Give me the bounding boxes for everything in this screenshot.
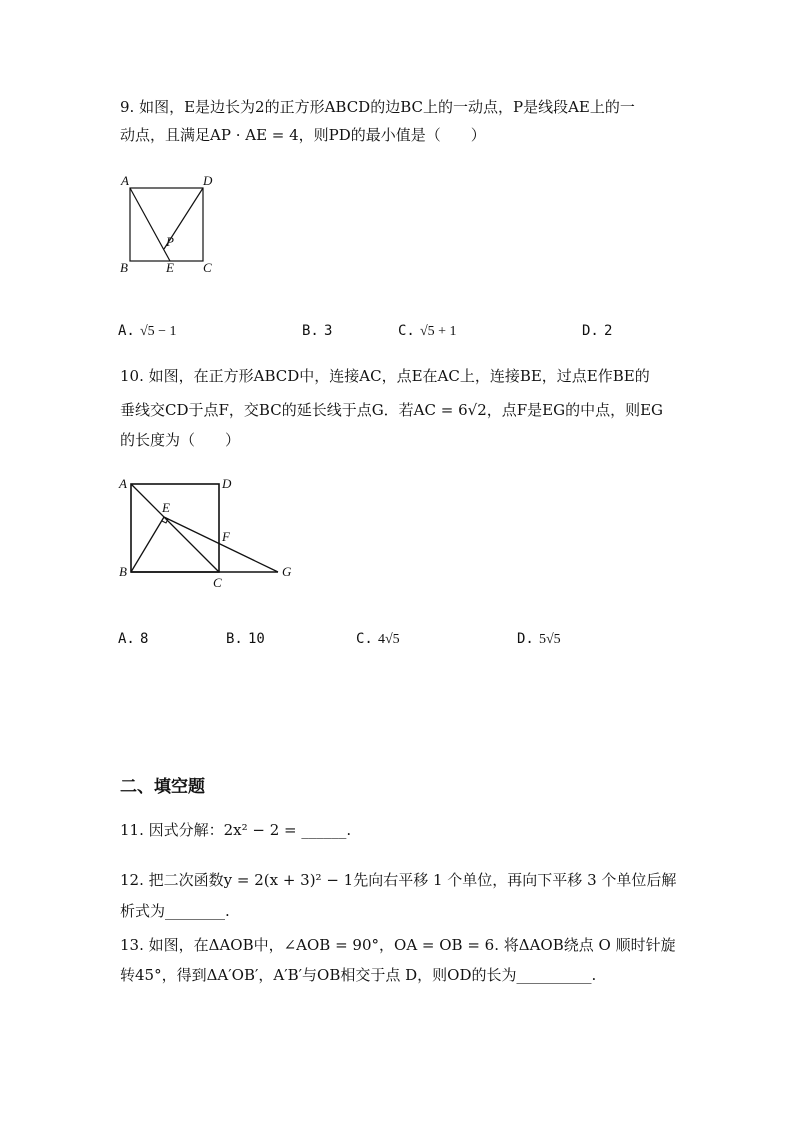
- section-title: 二、填空题: [120, 777, 205, 797]
- q10-option-d-value: 5√5: [538, 632, 561, 647]
- q10-option-a-letter: A.: [118, 631, 135, 647]
- q10-option-d: [517, 628, 561, 648]
- q10-label-e: E: [162, 500, 170, 515]
- q9-option-c: [398, 320, 457, 340]
- q9-line-2: 动点，且满足AP · AE = 4，则PD的最小值是（ ）: [120, 126, 486, 144]
- q9-option-b: [302, 320, 332, 339]
- q9-figure: [115, 168, 225, 278]
- q10-figure: [112, 470, 302, 590]
- q10-line-3: 的长度为（ ）: [120, 431, 241, 449]
- q9-option-c-value: √5 + 1: [419, 324, 457, 339]
- q9-label-a: A: [121, 173, 129, 188]
- q10-segment-be: [131, 517, 164, 572]
- q9-option-a-value: √5 − 1: [139, 324, 177, 339]
- q9-option-b-letter: B.: [302, 323, 319, 339]
- q10-label-a: A: [119, 476, 127, 491]
- q9-label-e: E: [166, 260, 174, 275]
- q10-line-1: 10. 如图，在正方形ABCD中，连接AC，点E在AC上，连接BE，过点E作BE的: [120, 367, 650, 385]
- q10-segment-eg: [164, 517, 278, 572]
- q9-label-c: C: [203, 260, 212, 275]
- q9-segment-ae: [130, 188, 170, 261]
- q10-label-c: C: [213, 575, 222, 590]
- q9-option-c-letter: C.: [398, 323, 415, 339]
- q10-option-c-letter: C.: [356, 631, 373, 647]
- q10-label-f: F: [222, 529, 230, 544]
- q9-option-a: [118, 320, 177, 340]
- q10-option-c: [356, 628, 400, 648]
- q9-label-p: P: [166, 234, 174, 249]
- q11-text: 11. 因式分解：2x² − 2 = ______.: [120, 821, 352, 839]
- q10-option-a-value: 8: [139, 631, 149, 647]
- q9-label-d: D: [203, 173, 213, 188]
- q9-option-a-letter: A.: [118, 323, 135, 339]
- q10-line-2: 垂线交CD于点F，交BC的延长线于点G．若AC = 6√2，点F是EG的中点，则EG: [120, 401, 664, 419]
- q10-label-b: B: [119, 564, 127, 579]
- q12-line-1: 12. 把二次函数y = 2(x + 3)² − 1先向右平移 1 个单位，再向下平移 3 个单位后解: [120, 871, 677, 889]
- q9-option-d: [582, 320, 612, 339]
- q9-label-b: B: [120, 260, 128, 275]
- q12-line-2: 析式为________.: [120, 902, 230, 920]
- q10-diagonal-ac: [131, 484, 219, 572]
- q10-option-b: [226, 628, 265, 647]
- q13-line-1: 13. 如图，在ΔAOB中，∠AOB = 90°，OA = OB = 6. 将ΔAOB绕点 O 顺时针旋: [120, 936, 676, 954]
- q10-option-a: [118, 628, 148, 647]
- q10-label-g: G: [282, 564, 292, 579]
- q9-square: [130, 188, 203, 261]
- q10-option-d-letter: D.: [517, 631, 534, 647]
- q10-option-b-value: 10: [247, 631, 265, 647]
- q10-option-c-value: 4√5: [377, 632, 400, 647]
- q13-line-2: 转45°，得到ΔA′OB′，A′B′与OB相交于点 D，则OD的长为__________.: [120, 966, 597, 984]
- q9-option-d-letter: D.: [582, 323, 599, 339]
- q9-option-d-value: 2: [603, 323, 613, 339]
- q10-option-b-letter: B.: [226, 631, 243, 647]
- q9-option-b-value: 3: [323, 323, 333, 339]
- q9-line-1: 9. 如图，E是边长为2的正方形ABCD的边BC上的一动点，P是线段AE上的一: [120, 98, 635, 116]
- q10-label-d: D: [222, 476, 232, 491]
